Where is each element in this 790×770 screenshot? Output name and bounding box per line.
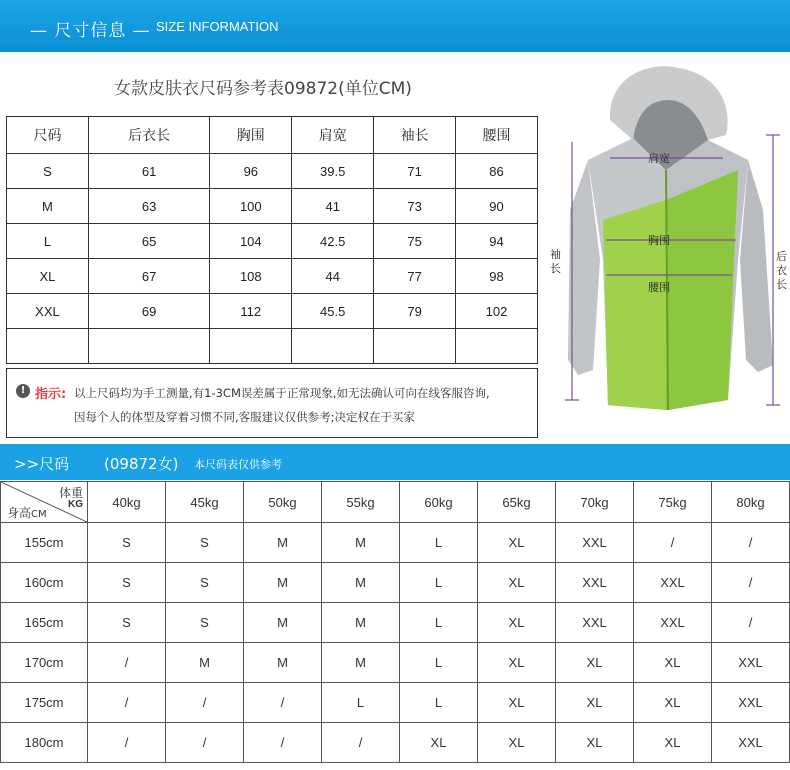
recommend-cell: M [322,603,400,643]
size-header-cell: 腰围 [456,117,538,154]
size-cell [88,329,209,364]
weight-header-cell: 40kg [88,482,166,523]
size-cell: 42.5 [292,224,374,259]
recommend-cell: XXL [634,603,712,643]
corner-cell [1,482,88,523]
height-cell: 170cm [1,643,88,683]
size-header-cell: 胸围 [210,117,292,154]
recommend-cell: S [88,603,166,643]
height-cell: 160cm [1,563,88,603]
recommend-cell: / [88,683,166,723]
recommend-bar-title: >>尺码 [14,455,70,473]
size-cell: 102 [456,294,538,329]
recommend-table [0,481,790,763]
recommend-cell: M [322,643,400,683]
corner-kg: KG [68,499,83,510]
weight-header-cell: 70kg [556,482,634,523]
size-cell: 100 [210,189,292,224]
recommend-cell: XXL [634,563,712,603]
size-header-cell: 尺码 [7,117,89,154]
size-cell: 104 [210,224,292,259]
recommend-cell: M [322,523,400,563]
weight-header-cell: 45kg [166,482,244,523]
recommend-cell: XL [556,683,634,723]
recommend-cell: M [166,643,244,683]
recommend-cell: / [244,723,322,763]
size-row [7,224,538,259]
recommend-cell: XL [634,643,712,683]
size-cell: XXL [7,294,89,329]
green-panel-left [603,200,666,410]
recommend-cell: M [244,603,322,643]
weight-header-cell: 65kg [478,482,556,523]
recommend-cell: L [400,683,478,723]
size-cell: XL [7,259,89,294]
recommend-row [1,523,790,563]
weight-header-cell: 55kg [322,482,400,523]
recommend-cell: / [712,603,790,643]
note-line-2: 因每个人的体型及穿着习惯不同,客服建议仅供参考;决定权在于买家 [74,410,416,424]
recommend-cell: L [400,523,478,563]
recommend-cell: / [322,723,400,763]
recommend-cell: S [88,523,166,563]
recommend-cell: / [244,683,322,723]
size-header-cell: 肩宽 [292,117,374,154]
right-sleeve [740,160,773,372]
size-row [7,259,538,294]
recommend-cell: L [400,563,478,603]
recommend-cell: XL [478,523,556,563]
weight-header-cell: 50kg [244,482,322,523]
sleeve-label-1: 袖 [550,248,561,261]
size-cell: 39.5 [292,154,374,189]
note-label: 指示: [35,387,67,402]
size-cell: 75 [374,224,456,259]
size-row [7,189,538,224]
recommend-cell: / [88,643,166,683]
weight-header-cell: 60kg [400,482,478,523]
recommend-row [1,683,790,723]
size-cell [456,329,538,364]
height-cell: 180cm [1,723,88,763]
recommend-cell: XL [478,603,556,643]
height-cell: 165cm [1,603,88,643]
recommend-cell: L [322,683,400,723]
recommend-cell: S [88,563,166,603]
size-cell [7,329,89,364]
recommend-cell: XL [634,683,712,723]
size-cell: L [7,224,89,259]
size-cell: 44 [292,259,374,294]
size-cell: 73 [374,189,456,224]
size-cell: 41 [292,189,374,224]
recommend-cell: / [166,723,244,763]
jacket-diagram [548,60,788,420]
recommend-cell: / [712,563,790,603]
size-cell: 112 [210,294,292,329]
recommend-row [1,723,790,763]
size-cell: 67 [88,259,209,294]
recommend-cell: XXL [712,683,790,723]
height-cell: 155cm [1,523,88,563]
size-table [6,116,538,364]
size-cell: 98 [456,259,538,294]
corner-weight: 体重 [58,486,83,500]
recommend-bar-model: (09872女) [104,455,179,473]
recommend-cell: / [166,683,244,723]
size-cell: 79 [374,294,456,329]
recommend-cell: XL [400,723,478,763]
recommend-cell: XL [478,723,556,763]
recommend-cell: XL [634,723,712,763]
recommend-cell: XXL [712,643,790,683]
size-row [7,294,538,329]
size-row [7,329,538,364]
recommend-header-row [1,482,790,523]
recommend-cell: M [244,523,322,563]
weight-header-cell: 75kg [634,482,712,523]
size-header-cell: 后衣长 [88,117,209,154]
size-cell: 86 [456,154,538,189]
recommend-row [1,563,790,603]
recommend-cell: XL [556,723,634,763]
recommend-cell: XXL [712,723,790,763]
banner-subtitle: SIZE INFORMATION [156,19,279,34]
size-cell: 61 [88,154,209,189]
header-banner [0,0,790,52]
weight-header-cell: 80kg [712,482,790,523]
recommend-bar-note: 本尺码表仅供参考 [194,458,282,471]
recommend-cell: XXL [556,523,634,563]
corner-height [7,504,47,521]
corner-height-text: 身高 [7,506,32,520]
recommend-cell: M [244,643,322,683]
recommend-cell: M [322,563,400,603]
size-cell: 96 [210,154,292,189]
corner-cm: CM [31,509,47,520]
recommend-cell: S [166,523,244,563]
recommend-cell: XXL [556,603,634,643]
note-box [6,368,538,438]
note-line-1: 以上尺码均为手工测量,有1-3CM误差属于正常现象,如无法确认可向在线客服咨询, [74,386,490,400]
size-table-header [7,117,538,154]
size-cell: 65 [88,224,209,259]
back-label-1: 后 [776,250,787,263]
recommend-cell: XL [478,563,556,603]
size-cell: 108 [210,259,292,294]
size-cell: 63 [88,189,209,224]
size-cell: S [7,154,89,189]
recommend-cell: XXL [556,563,634,603]
size-cell [210,329,292,364]
size-cell: 71 [374,154,456,189]
size-cell [292,329,374,364]
recommend-cell: XL [478,643,556,683]
size-cell: M [7,189,89,224]
size-cell: 45.5 [292,294,374,329]
size-header-cell: 袖长 [374,117,456,154]
back-label-2: 衣 [776,264,787,277]
size-cell: 90 [456,189,538,224]
recommend-bar [0,444,790,480]
page-title: 女款皮肤衣尺码参考表09872(单位CM) [114,79,412,99]
recommend-cell: L [400,603,478,643]
recommend-cell: / [712,523,790,563]
sleeve-label-2: 长 [550,262,561,275]
height-cell: 175cm [1,683,88,723]
waist-label: 腰围 [648,281,670,294]
size-cell: 69 [88,294,209,329]
back-label-3: 长 [776,278,787,291]
recommend-cell: XL [556,643,634,683]
shoulder-label: 肩宽 [648,152,670,165]
recommend-cell: S [166,563,244,603]
banner-title: — 尺寸信息 — [30,21,151,41]
info-icon: ! [16,384,30,398]
size-row [7,154,538,189]
recommend-cell: L [400,643,478,683]
recommend-row [1,643,790,683]
size-cell: 77 [374,259,456,294]
recommend-cell: S [166,603,244,643]
size-cell [374,329,456,364]
size-cell: 94 [456,224,538,259]
recommend-cell: M [244,563,322,603]
recommend-cell: / [634,523,712,563]
recommend-row [1,603,790,643]
recommend-cell: / [88,723,166,763]
recommend-cell: XL [478,683,556,723]
chest-label: 胸围 [648,234,670,247]
